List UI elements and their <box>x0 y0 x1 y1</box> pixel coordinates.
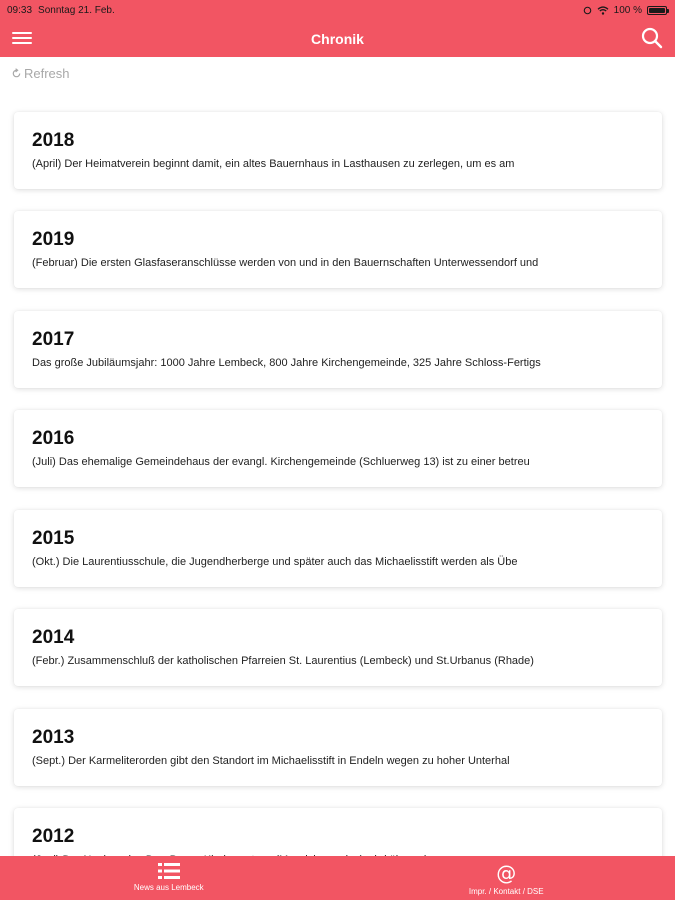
chronicle-entry[interactable] <box>14 510 662 587</box>
battery-fill <box>649 8 665 13</box>
page-title: Chronik <box>311 30 364 47</box>
menu-icon[interactable] <box>12 29 34 47</box>
entry-year: 2018 <box>32 130 75 151</box>
battery-icon <box>647 6 667 15</box>
entry-text: (Sept.) Der Karmeliterorden gibt den Standort im Michaelisstift in Endeln wegen zu hoher Unterhal <box>32 755 510 767</box>
tab-bar <box>0 856 675 900</box>
status-date: Sonntag 21. Feb. <box>38 4 115 16</box>
entry-text: (Februar) Die ersten Glasfaseranschlüsse werden von und in den Bauernschaften Unterwessendorf und <box>32 257 539 269</box>
tab-news-label: News aus Lembeck <box>133 883 204 892</box>
chronicle-list[interactable] <box>0 100 675 856</box>
chronicle-entry[interactable] <box>14 709 662 786</box>
tab-news[interactable] <box>0 856 338 900</box>
list-icon <box>158 862 180 880</box>
refresh-button[interactable] <box>11 66 70 81</box>
entry-year: 2013 <box>32 727 75 748</box>
entry-year: 2017 <box>32 329 75 350</box>
status-time: 09:33 <box>7 4 33 16</box>
search-icon[interactable] <box>641 27 663 49</box>
refresh-icon <box>11 68 22 79</box>
battery-percent: 100 % <box>613 4 642 16</box>
wifi-icon <box>597 6 609 15</box>
chronicle-entry[interactable] <box>14 112 662 189</box>
status-bar <box>0 0 675 20</box>
chronicle-entry[interactable] <box>14 211 662 288</box>
chronicle-entry[interactable] <box>14 609 662 686</box>
tab-imprint-label: Impr. / Kontakt / DSE <box>468 887 544 896</box>
entry-text: Das große Jubiläumsjahr: 1000 Jahre Lembeck, 800 Jahre Kirchengemeinde, 325 Jahre Schloss-Fertigs <box>32 357 541 369</box>
entry-text: (Febr.) Zusammenschluß der katholischen Pfarreien St. Laurentius (Lembeck) und St.Urbanus (Rhade) <box>32 655 534 667</box>
entry-year: 2015 <box>32 528 75 549</box>
nav-bar <box>0 20 675 57</box>
entry-year: 2012 <box>32 826 75 847</box>
entry-year: 2016 <box>32 428 75 449</box>
tab-imprint[interactable] <box>338 856 675 900</box>
refresh-label: Refresh <box>24 66 70 81</box>
entry-year: 2014 <box>32 627 75 648</box>
entry-text: (Okt.) Die Laurentiusschule, die Jugendherberge und später auch das Michaelisstift werden als Übe <box>32 556 518 568</box>
entry-text: (April) Der Heimatverein beginnt damit, ein altes Bauernhaus in Lasthausen zu zerlegen, um es am <box>32 158 515 170</box>
chronicle-entry[interactable] <box>14 410 662 487</box>
entry-text: (Juli) Das ehemalige Gemeindehaus der evangl. Kirchengemeinde (Schluerweg 13) ist zu einer betreu <box>32 456 530 468</box>
entry-year: 2019 <box>32 229 75 250</box>
chronicle-entry[interactable] <box>14 311 662 388</box>
moon-icon <box>583 6 592 15</box>
at-icon: @ <box>496 861 517 885</box>
